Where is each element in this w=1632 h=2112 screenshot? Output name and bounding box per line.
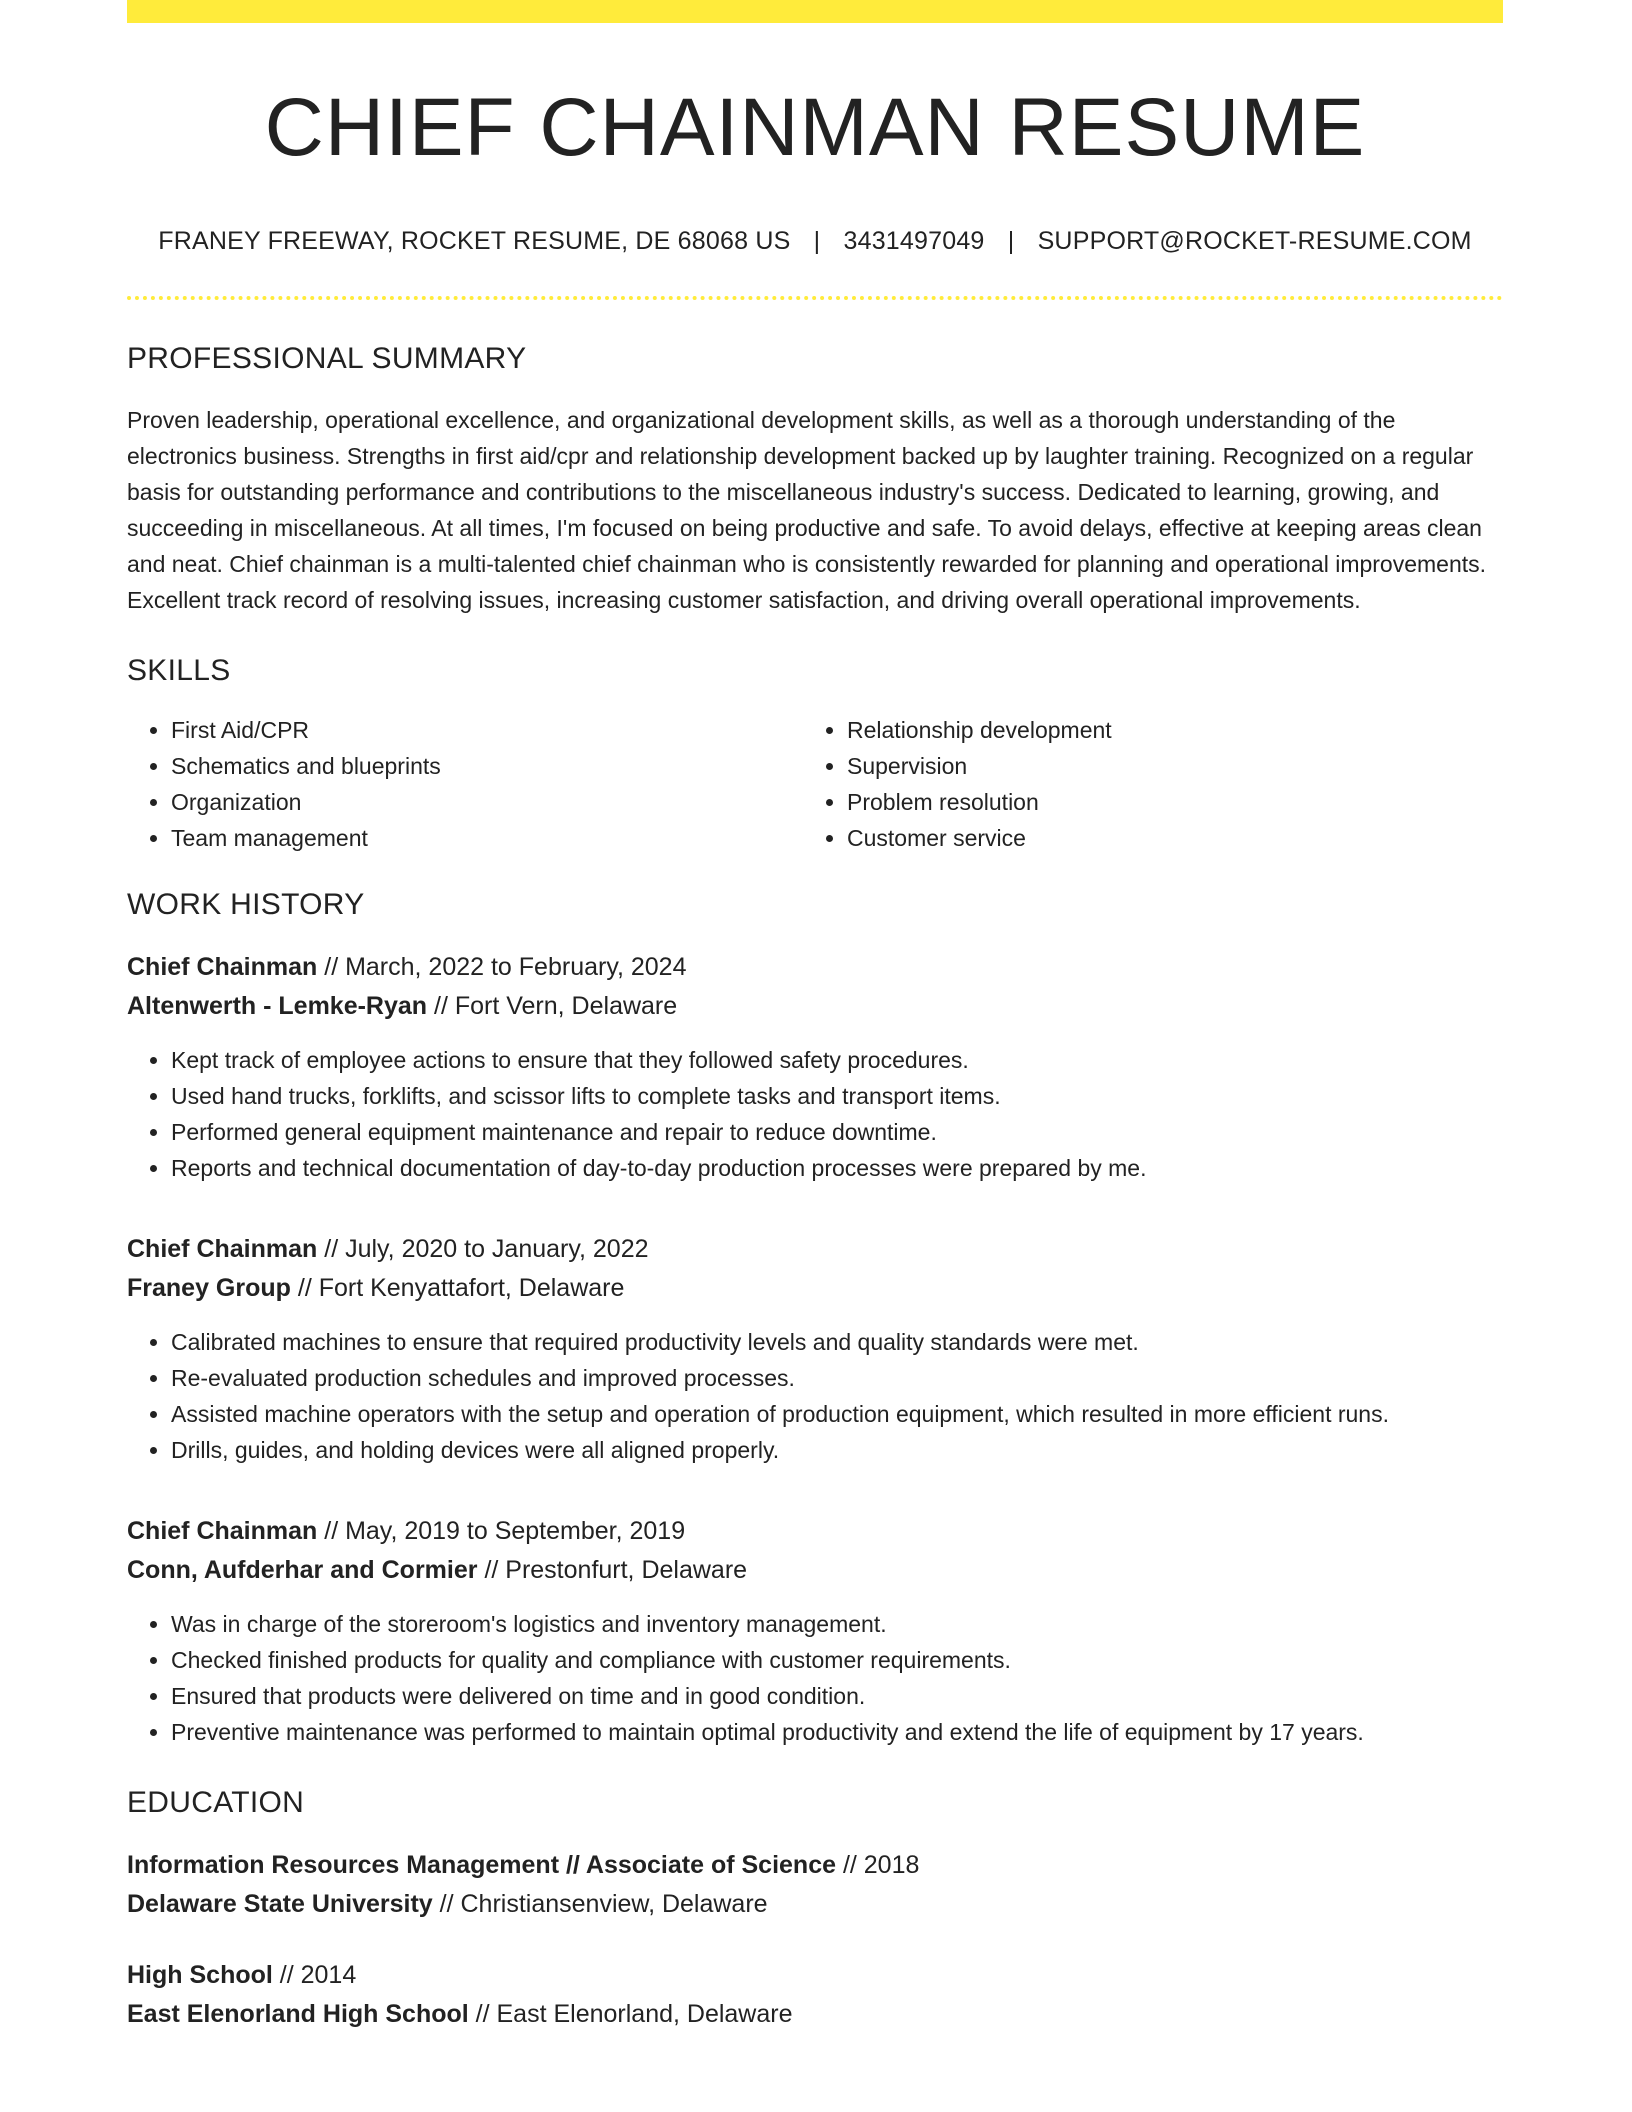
job-location: // Fort Vern, Delaware	[427, 992, 678, 1021]
job-entry	[127, 1230, 1503, 1468]
summary-text: Proven leadership, operational excellence, and organizational development skills, as well as a thorough understanding of the electronics business. Strengths in first aid/cpr and relationship development backed up by laughter training. Recognized on a regular basis for outstanding performance and contributions to the miscellaneous industry's success. Dedicated to learning, growing, and succeeding in miscellaneous. At all times, I'm focused on being productive and safe. To avoid delays, effective at keeping areas clean and neat. Chief chainman is a multi-talented chief chainman who is consistently rewarded for planning and operational improvements. Excellent track record of resolving issues, increasing customer satisfaction, and driving overall operational improvements.	[127, 407, 1487, 614]
job-bullet: • Ensured that products were delivered on time and in good condition.	[171, 1678, 1503, 1714]
job-dates: // March, 2022 to February, 2024	[317, 953, 687, 982]
contact-phone: 3431497049	[843, 227, 985, 256]
job-bullet: • Re-evaluated production schedules and improved processes.	[171, 1360, 1503, 1396]
job-role: Chief Chainman	[127, 1517, 318, 1546]
job-bullet: • Drills, guides, and holding devices were all aligned properly.	[171, 1432, 1503, 1468]
skill-item: • Customer service	[847, 820, 1479, 856]
skill-item: • First Aid/CPR	[171, 712, 803, 748]
contact-separator: |	[1007, 227, 1015, 256]
education-degree-line	[127, 1846, 1503, 1885]
work-history-heading: WORK HISTORY	[127, 888, 365, 922]
job-bullet: • Assisted machine operators with the setup and operation of production equipment, which resulted in more efficient runs.	[171, 1396, 1503, 1432]
job-bullet: • Was in charge of the storeroom's logistics and inventory management.	[171, 1606, 1503, 1642]
contact-address: FRANEY FREEWAY, ROCKET RESUME, DE 68068 US	[158, 227, 791, 256]
education-school: East Elenorland High School	[127, 2000, 469, 2029]
job-bullet: • Used hand trucks, forklifts, and scissor lifts to complete tasks and transport items.	[171, 1078, 1503, 1114]
education-degree-line	[127, 1956, 1503, 1995]
education-year: // 2018	[836, 1851, 920, 1880]
skills-heading: SKILLS	[127, 654, 231, 688]
job-location: // Fort Kenyattafort, Delaware	[290, 1274, 625, 1303]
resume-title: CHIEF CHAINMAN RESUME	[264, 82, 1366, 173]
job-bullet: • Calibrated machines to ensure that required productivity levels and quality standards were met.	[171, 1324, 1503, 1360]
job-role: Chief Chainman	[127, 1235, 318, 1264]
job-bullet: • Performed general equipment maintenance and repair to reduce downtime.	[171, 1114, 1503, 1150]
contact-separator: |	[813, 227, 821, 256]
job-dates: // July, 2020 to January, 2022	[317, 1235, 649, 1264]
top-accent-bar	[127, 0, 1503, 23]
education-entry	[127, 1846, 1503, 1924]
skills-list	[127, 712, 1503, 856]
job-entry	[127, 1512, 1503, 1750]
education-school-line	[127, 1995, 1503, 2034]
skill-item: • Organization	[171, 784, 803, 820]
job-bullet: • Preventive maintenance was performed to maintain optimal productivity and extend the life of equipment by 17 years.	[171, 1714, 1503, 1750]
job-company-line	[127, 1269, 1503, 1308]
resume-page	[127, 0, 1503, 2034]
skill-item: • Supervision	[847, 748, 1479, 784]
job-bullets	[127, 1042, 1503, 1186]
education-year: // 2014	[272, 1961, 357, 1990]
job-role-line	[127, 948, 1503, 987]
education-location: // East Elenorland, Delaware	[468, 2000, 793, 2029]
education-degree: High School	[127, 1961, 273, 1990]
job-company-line	[127, 1551, 1503, 1590]
job-role-line	[127, 1512, 1503, 1551]
job-bullet: • Checked finished products for quality and compliance with customer requirements.	[171, 1642, 1503, 1678]
job-bullets	[127, 1606, 1503, 1750]
contact-email: SUPPORT@ROCKET-RESUME.COM	[1037, 227, 1472, 256]
skill-item: • Team management	[171, 820, 803, 856]
job-location: // Prestonfurt, Delaware	[477, 1556, 748, 1585]
education-location: // Christiansenview, Delaware	[432, 1890, 768, 1919]
job-dates: // May, 2019 to September, 2019	[317, 1517, 686, 1546]
summary-heading: PROFESSIONAL SUMMARY	[127, 342, 527, 376]
job-bullet: • Reports and technical documentation of day-to-day production processes were prepared by me.	[171, 1150, 1503, 1186]
job-company: Conn, Aufderhar and Cormier	[127, 1556, 478, 1585]
job-entry	[127, 948, 1503, 1186]
job-bullets	[127, 1324, 1503, 1468]
job-role-line	[127, 1230, 1503, 1269]
education-heading: EDUCATION	[127, 1786, 305, 1820]
job-bullet: • Kept track of employee actions to ensure that they followed safety procedures.	[171, 1042, 1503, 1078]
job-company-line	[127, 987, 1503, 1026]
job-company: Altenwerth - Lemke-Ryan	[127, 992, 428, 1021]
skill-item: • Schematics and blueprints	[171, 748, 803, 784]
education-entry	[127, 1956, 1503, 2034]
skills-column-right	[803, 712, 1479, 856]
education-degree: Information Resources Management // Associate of Science	[127, 1851, 836, 1880]
contact-line	[127, 227, 1503, 256]
skill-item: • Problem resolution	[847, 784, 1479, 820]
header-divider	[127, 296, 1503, 300]
job-company: Franey Group	[127, 1274, 291, 1303]
skill-item: • Relationship development	[847, 712, 1479, 748]
skills-column-left	[127, 712, 803, 856]
education-school-line	[127, 1885, 1503, 1924]
job-role: Chief Chainman	[127, 953, 318, 982]
education-school: Delaware State University	[127, 1890, 433, 1919]
